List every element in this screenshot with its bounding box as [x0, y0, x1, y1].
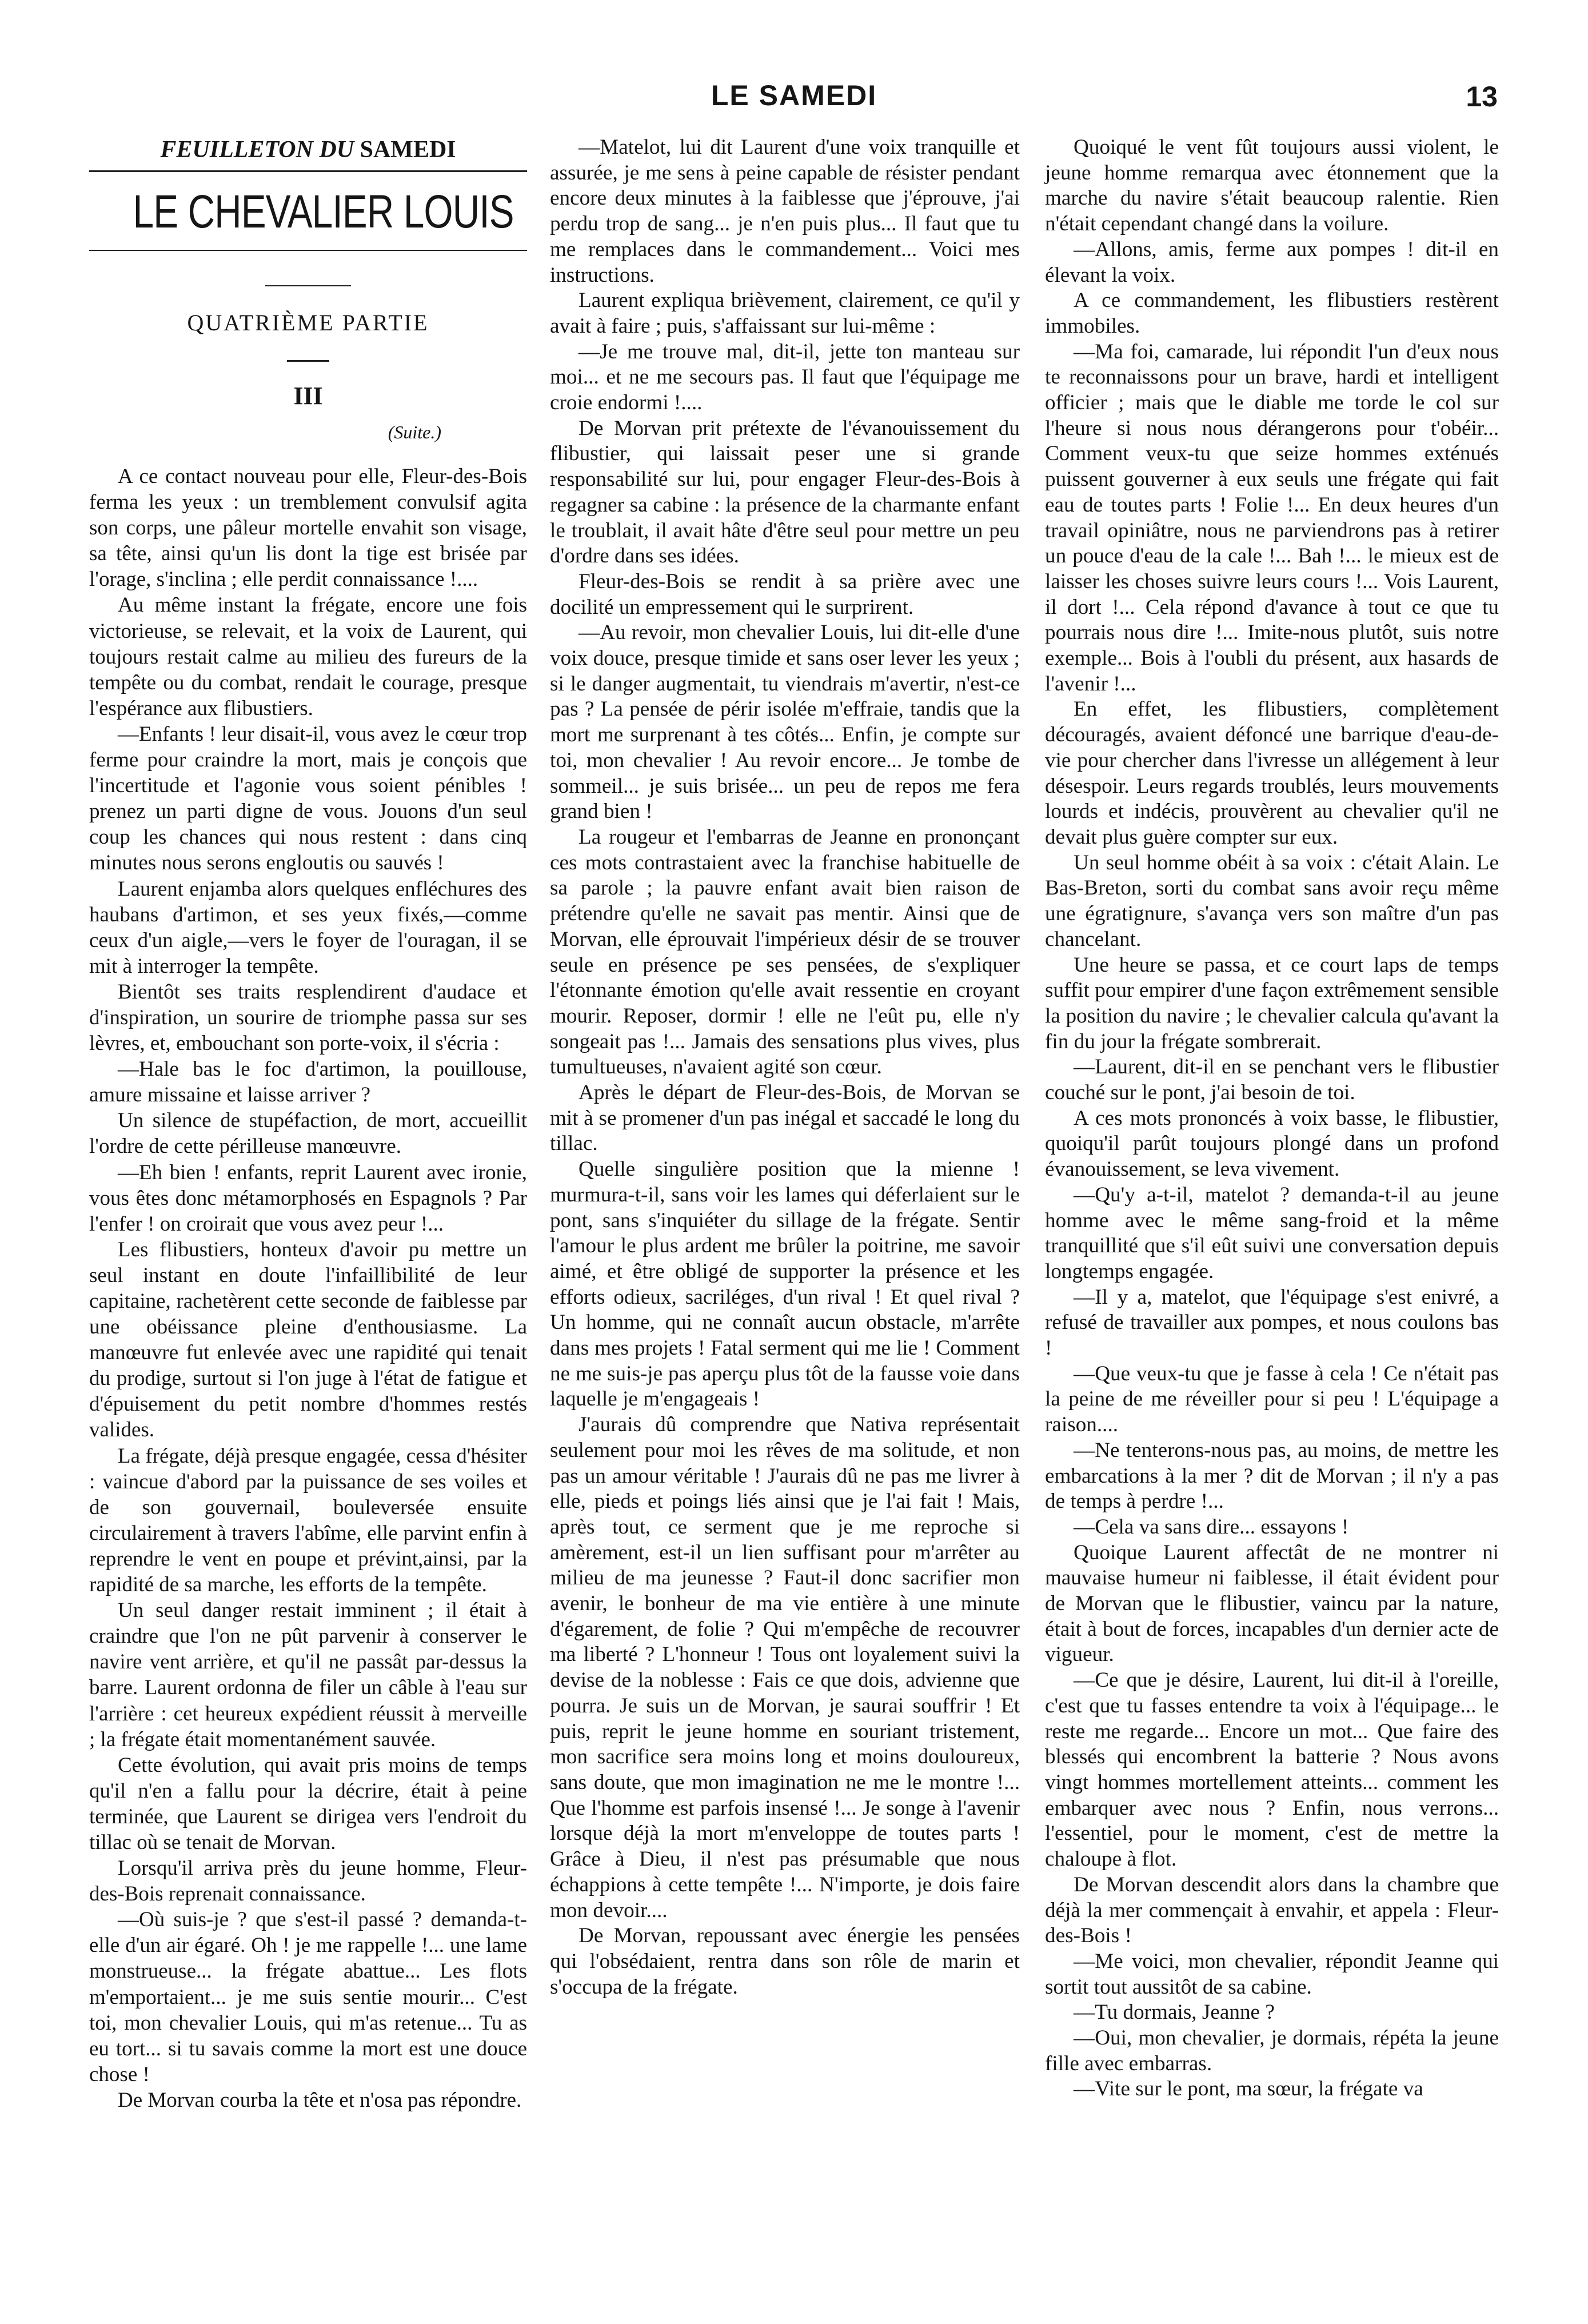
feuilleton-label-rest: SAMEDI: [354, 137, 456, 163]
paragraph: De Morvan, repoussant avec énergie les pensées qui l'obsédaient, rentra dans son rôle de marin et s'occupa de la frégate.: [550, 1924, 1020, 1999]
paragraph: En effet, les flibustiers, complètement découragés, avaient défoncé une barrique d'eau-de-vie pour chercher dans l'ivresse un allégement à leur désespoir. Leurs regards troublés, leurs mouvements lourds et indécis, prouvèrent au chevalier qu'il ne devait plus guère compter sur eux.: [1045, 697, 1499, 849]
paragraph: J'aurais dû comprendre que Nativa représentait seulement pour moi les rêves de ma solitude, et non pas un amour véritable ! J'aurais dû ne pas me livrer à elle, pieds et poings liés ainsi que je l'ai fait ! Mais, après tout, ce serment que je me reproche si amèrement, est-il un lien suffisant pour m'arrêter au milieu de ma jeunesse ? Faut-il donc sacrifier mon avenir, le bonheur de ma vie entière à une minute d'égarement, de folie ? Qui m'empêche de recouvrer ma liberté ? L'honneur ! Tous ont loyalement suivi la devise de la noblesse : Fais ce que dois, advienne que pourra. Je suis un de Morvan, je saurai souffrir ! Et puis, reprit le jeune homme en souriant tristement, mon sacrifice sera moins long et moins douloureux, sans doute, que mon imagination ne me le montre !... Que l'homme est parfois insensé !... Je songe à l'avenir lorsque déjà la mort m'enveloppe de toutes parts ! Grâce à Dieu, il n'est pas présumable que nous échappions à cette tempête !... N'importe, je dois faire mon devoir....: [550, 1413, 1020, 1922]
story-title: LE CHEVALIER LOUIS: [133, 186, 514, 238]
paragraph: A ces mots prononcés à voix basse, le flibustier, quoiqu'il parût toujours plongé dans un profond évanouissement, se leva vivement.: [1045, 1106, 1499, 1181]
paragraph: —Cela va sans dire... essayons !: [1074, 1515, 1349, 1539]
paragraph: —Je me trouve mal, dit-il, jette ton manteau sur moi... et ne me secours pas. Il faut que l'équipage me croie endormi !....: [550, 340, 1020, 415]
paragraph: Les flibustiers, honteux d'avoir pu mettre un seul instant en doute l'infaillibilité de leur capitaine, rachetèrent cette seconde de faiblesse par une obéissance pleine d'enthousiasme. La manœuvre fut enlevée avec une rapidité qui tenait du prodige, surtout si l'on juge à l'état de fatigue et d'épuisement du petit nombre d'hommes restés valides.: [89, 1237, 527, 1442]
feuilleton-label-italic: FEUILLETON DU: [160, 137, 354, 163]
paragraph: De Morvan courba la tête et n'osa pas répondre.: [118, 2088, 522, 2112]
part-heading: QUATRIÈME PARTIE: [187, 310, 429, 336]
paragraph: —Qu'y a-t-il, matelot ? demanda-t-il au jeune homme avec le même sang-froid et la même tranquillité que s'il eût suivi une conversation depuis longtemps engagée.: [1045, 1183, 1499, 1283]
column-1-body: [89, 464, 527, 2113]
paragraph: Un silence de stupéfaction, de mort, accueillit l'ordre de cette périlleuse manœuvre.: [89, 1109, 527, 1159]
chapter-rule: [287, 360, 329, 362]
feuilleton-label: [89, 136, 527, 163]
page-number: 13: [1466, 81, 1498, 113]
paragraph: Une heure se passa, et ce court laps de temps suffit pour empirer d'une façon extrêmement sensible la position du navire ; le chevalier calcula qu'avant la fin du jour la frégate sombrerait.: [1045, 953, 1499, 1053]
paragraph: Après le départ de Fleur-des-Bois, de Morvan se mit à se promener d'un pas inégal et saccadé le long du tillac.: [550, 1081, 1020, 1156]
paragraph: —Eh bien ! enfants, reprit Laurent avec ironie, vous êtes donc métamorphosés en Espagnols ? Par l'enfer ! on croirait que vous avez peur !...: [89, 1160, 527, 1236]
chapter-number: III: [293, 382, 323, 410]
paragraph: Laurent expliqua brièvement, clairement, ce qu'il y avait à faire ; puis, s'affaissant sur lui-même :: [550, 289, 1020, 338]
paragraph: —Hale bas le foc d'artimon, la pouillouse, amure missaine et laisse arriver ?: [89, 1057, 527, 1107]
paragraph: Laurent enjamba alors quelques enfléchures des haubans d'artimon, et ses yeux fixés,—comme ceux d'un aigle,—vers le foyer de l'ouragan, il se mit à interroger la tempête.: [89, 877, 527, 978]
paragraph: La rougeur et l'embarras de Jeanne en prononçant ces mots contrastaient avec la franchise habituelle de sa parole ; la pauvre enfant avait bien raison de prétendre qu'elle ne savait pas mentir. Ainsi que de Morvan, elle éprouvait l'impérieux désir de se trouver seule en présence pe ses pensées, de s'expliquer l'étonnante émotion qu'elle avait ressentie en croyant mourir. Reposer, dormir ! elle ne l'eût pu, elle n'y songeait pas !... Jamais des sensations plus vives, plus tumultueuses, n'avaient agité son cœur.: [550, 825, 1020, 1079]
paragraph: La frégate, déjà presque engagée, cessa d'hésiter : vaincue d'abord par la puissance de ses voiles et de son gouvernail, bouleversée ensuite circulairement à travers l'abîme, elle parvint enfin à reprendre le vent en poupe et prévint,ainsi, par la rapidité de sa marche, les efforts de la tempête.: [89, 1444, 527, 1597]
paragraph: —Oui, mon chevalier, je dormais, répéta la jeune fille avec embarras.: [1045, 2026, 1499, 2075]
column-1: [89, 135, 527, 2113]
paragraph: —Laurent, dit-il en se penchant vers le flibustier couché sur le pont, j'ai besoin de toi.: [1045, 1055, 1499, 1105]
newspaper-title: LE SAMEDI: [711, 79, 877, 111]
title-rule-bottom: [89, 250, 527, 251]
paragraph: A ce contact nouveau pour elle, Fleur-des-Bois ferma les yeux : un tremblement convulsif agita son corps, une pâleur mortelle envahit son visage, sa tête, ainsi qu'un lis dont la tige est brisée par l'orage, s'inclina ; elle perdit connaissance !....: [89, 465, 527, 592]
paragraph: De Morvan descendit alors dans la chambre que déjà la mer commençait à envahir, et appela : Fleur-des-Bois !: [1045, 1872, 1499, 1948]
paragraph: —Où suis-je ? que s'est-il passé ? demanda-t-elle d'un air égaré. Oh ! je me rappelle !... une lame monstrueuse... la frégate abattue... Les flots m'emportaient... je me suis sentie mourir... C'est toi, mon chevalier Louis, qui m'as retenue... Tu as eu tort... si tu savais comme la mort est une douce chose !: [89, 1908, 527, 2086]
paragraph: —Me voici, mon chevalier, répondit Jeanne qui sortit tout aussitôt de sa cabine.: [1045, 1949, 1499, 1999]
part-rule: [265, 285, 351, 286]
paragraph: —Ce que je désire, Laurent, lui dit-il à l'oreille, c'est que tu fasses entendre ta voix à l'équipage... le reste me regarde... Encore un mot... Que faire des blessés qui encombrent la batterie ? Nous avons vingt hommes mortellement atteints... comment les embarquer avec nous ? Enfin, nous verrons... l'essentiel, pour le moment, c'est de mettre la chaloupe à flot.: [1045, 1668, 1499, 1871]
paragraph: —Enfants ! leur disait-il, vous avez le cœur trop ferme pour craindre la mort, mais je conçois que l'incertitude et l'agonie vous soient pénibles ! prenez un parti digne de vous. Jouons d'un seul coup les chances qui nous restent : dans cinq minutes nous serons engloutis ou sauvés !: [89, 722, 527, 875]
paragraph: Cette évolution, qui avait pris moins de temps qu'il n'en a fallu pour la décrire, était à peine terminée, que Laurent se dirigea vers l'endroit du tillac où se tenait de Morvan.: [89, 1753, 527, 1854]
paragraph: —Ma foi, camarade, lui répondit l'un d'eux nous te reconnaissons pour un brave, hardi et intelligent officier ; mais que le diable me torde le col sur l'heure si nous nous dérangerons pour t'obéir... Comment veux-tu que seize hommes exténués puissent gouverner à eux seuls une frégate qui fait eau de toutes parts ! Folie !... En deux heures d'un travail opiniâtre, nous ne parviendrons pas à retirer un pouce d'eau de la cale !... Bah !... le mieux est de laisser les choses suivre leurs cours !... Vois Laurent, il dort !... Cela répond d'avance à tout ce que tu pourrais nous dire !... Imite-nous plutôt, suis notre exemple... Bois à l'oubli du présent, aux hasards de l'avenir !...: [1045, 340, 1499, 696]
paragraph: Lorsqu'il arriva près du jeune homme, Fleur-des-Bois reprenait connaissance.: [89, 1856, 527, 1906]
title-rule-top: [89, 170, 527, 172]
paragraph: Fleur-des-Bois se rendit à sa prière avec une docilité un empressement qui le surprirent.: [550, 569, 1020, 619]
column-2: [550, 135, 1020, 2000]
paragraph: —Matelot, lui dit Laurent d'une voix tranquille et assurée, je me sens à peine capable de résister pendant encore deux minutes à la faiblesse que j'éprouve, j'ai perdu trop de sang... je n'en puis plus... Il faut que tu me remplaces dans le commandement... Voici mes instructions.: [550, 135, 1020, 287]
paragraph: —Que veux-tu que je fasse à cela ! Ce n'était pas la peine de me réveiller pour si peu ! L'équipage a raison....: [1045, 1361, 1499, 1437]
paragraph: —Il y a, matelot, que l'équipage s'est enivré, a refusé de travailler aux pompes, et nous coulons bas !: [1045, 1285, 1499, 1360]
paragraph: Un seul homme obéit à sa voix : c'était Alain. Le Bas-Breton, sorti du combat sans avoir reçu même une égratignure, s'avança vers son maître d'un pas chancelant.: [1045, 850, 1499, 951]
paragraph: —Tu dormais, Jeanne ?: [1074, 2000, 1275, 2024]
paragraph: A ce commandement, les flibustiers restèrent immobiles.: [1045, 289, 1499, 338]
paragraph: Quelle singulière position que la mienne ! murmura-t-il, sans voir les lames qui déferlaient sur le pont, sans s'inquiéter du sillage de la frégate. Sentir l'amour le plus ardent me brûler la poitrine, me savoir aimé, et être obligé de supporter la présence et les efforts odieux, sacriléges, d'un rival ! Et quel rival ? Un homme, qui ne connaît aucun obstacle, m'arrête dans mes projets ! Fatal serment qui me lie ! Comment ne me suis-je pas aperçu plus tôt de la fausse voie dans laquelle je m'engageais !: [550, 1157, 1020, 1411]
paragraph: —Ne tenterons-nous pas, au moins, de mettre les embarcations à la mer ? dit de Morvan ; il n'y a pas de temps à perdre !...: [1045, 1438, 1499, 1514]
paragraph: Quoique Laurent affectât de ne montrer ni mauvaise humeur ni faiblesse, il était évident pour de Morvan que le flibustier, vaincu par la nature, était à bout de forces, incapables d'un dernier acte de vigueur.: [1045, 1540, 1499, 1667]
paragraph: —Vite sur le pont, ma sœur, la frégate va: [1074, 2077, 1423, 2101]
paragraph: De Morvan prit prétexte de l'évanouissement du flibustier, qui laissait peser une si grande responsabilité sur lui, pour engager Fleur-des-Bois à regagner sa cabine : la présence de la charmante enfant le troublait, il avait hâte d'être seul pour mettre un peu d'ordre dans ses idées.: [550, 416, 1020, 568]
paragraph: Un seul danger restait imminent ; il était à craindre que l'on ne pût parvenir à conserver le navire vent arrière, et qu'il ne passât par-dessus la barre. Laurent ordonna de filer un câble à l'eau sur l'arrière : cet heureux expédient réussit à merveille ; la frégate était momentanément sauvée.: [89, 1599, 527, 1751]
paragraph: —Allons, amis, ferme aux pompes ! dit-il en élevant la voix.: [1045, 237, 1499, 287]
paragraph: Au même instant la frégate, encore une fois victorieuse, se relevait, et la voix de Laurent, qui toujours restait calme au milieu des fureurs de la tempête ou du combat, rendait le courage, presque l'espérance aux flibustiers.: [89, 593, 527, 720]
column-3: [1045, 135, 1499, 2102]
paragraph: Quoiqué le vent fût toujours aussi violent, le jeune homme remarqua avec étonnement que la marche du navire s'était beaucoup ralentie. Rien n'était cependant changé dans la voilure.: [1045, 135, 1499, 236]
paragraph: —Au revoir, mon chevalier Louis, lui dit-elle d'une voix douce, presque timide et sans oser lever les yeux ; si le danger augmentait, tu viendrais m'avertir, n'est-ce pas ? La pensée de périr isolée m'effraie, tandis que la mort me surprenant à tes côtés... Enfin, je compte sur toi, mon chevalier ! Au revoir encore... Je tombe de sommeil... je suis brisée... un peu de repos me fera grand bien !: [550, 621, 1020, 824]
paragraph: Bientôt ses traits resplendirent d'audace et d'inspiration, un sourire de triomphe passa sur ses lèvres, et, embouchant son porte-voix, il s'écria :: [89, 980, 527, 1056]
continued-note: (Suite.): [388, 422, 441, 442]
